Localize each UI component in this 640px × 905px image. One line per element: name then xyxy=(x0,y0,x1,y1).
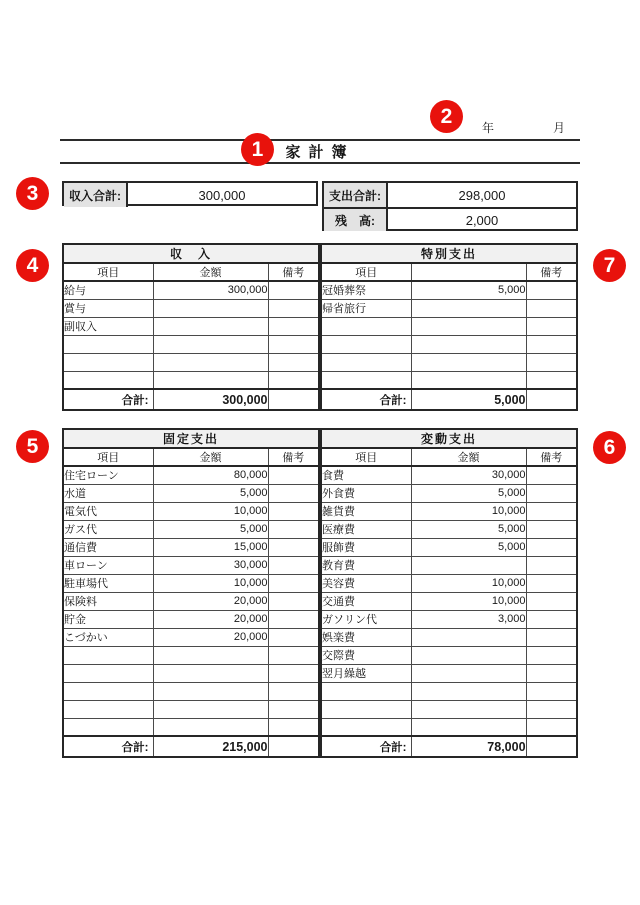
item-cell xyxy=(321,718,411,736)
table-row xyxy=(63,700,319,718)
note-cell xyxy=(268,484,319,502)
income-col-amount: 金額 xyxy=(153,263,268,281)
item-cell xyxy=(321,700,411,718)
item-cell xyxy=(321,353,411,371)
fixed-col-note: 備考 xyxy=(268,448,319,466)
income-total-label: 収入合計: xyxy=(64,183,128,207)
item-cell: 帰省旅行 xyxy=(321,299,411,317)
note-cell xyxy=(268,371,319,389)
income-table-title: 収 入 xyxy=(63,244,319,263)
fixed-col-amount: 金額 xyxy=(153,448,268,466)
amount-cell: 5,000 xyxy=(153,520,268,538)
table-row xyxy=(321,299,577,317)
item-cell: 交際費 xyxy=(321,646,411,664)
amount-cell xyxy=(411,664,526,682)
variable-col-amount: 金額 xyxy=(411,448,526,466)
table-row xyxy=(321,610,577,628)
expense-total-label: 支出合計: xyxy=(324,183,388,207)
page-title: 家計簿 xyxy=(285,144,355,161)
note-cell xyxy=(526,371,577,389)
amount-cell: 3,000 xyxy=(411,610,526,628)
note-cell xyxy=(526,299,577,317)
note-cell xyxy=(526,718,577,736)
expense-total-value: 298,000 xyxy=(458,187,506,203)
item-cell: 通信費 xyxy=(63,538,153,556)
fixed-total-row xyxy=(63,736,319,757)
amount-cell xyxy=(153,664,268,682)
amount-cell: 5,000 xyxy=(411,484,526,502)
table-row xyxy=(321,682,577,700)
table-row xyxy=(63,718,319,736)
item-cell xyxy=(63,718,153,736)
item-cell xyxy=(63,700,153,718)
table-row xyxy=(321,502,577,520)
item-cell xyxy=(63,335,153,353)
amount-cell: 10,000 xyxy=(153,502,268,520)
table-row xyxy=(63,371,319,389)
special-col-amount xyxy=(411,263,526,281)
note-cell xyxy=(526,574,577,592)
amount-cell: 10,000 xyxy=(411,574,526,592)
annotation-badge-6: 6 xyxy=(593,431,626,464)
note-cell xyxy=(268,466,319,484)
amount-cell xyxy=(411,628,526,646)
note-cell xyxy=(268,538,319,556)
note-cell xyxy=(268,664,319,682)
amount-cell xyxy=(411,646,526,664)
amount-cell: 5,000 xyxy=(411,281,526,299)
item-cell xyxy=(63,353,153,371)
table-row xyxy=(63,538,319,556)
amount-cell xyxy=(153,718,268,736)
amount-cell xyxy=(153,700,268,718)
amount-cell: 5,000 xyxy=(411,520,526,538)
table-row xyxy=(63,502,319,520)
amount-cell xyxy=(411,371,526,389)
amount-cell: 5,000 xyxy=(153,484,268,502)
note-cell xyxy=(268,353,319,371)
title-band xyxy=(60,141,580,162)
note-cell xyxy=(268,520,319,538)
annotation-badge-4: 4 xyxy=(16,249,49,282)
item-cell: 住宅ローン xyxy=(63,466,153,484)
total-label: 合計: xyxy=(321,736,411,757)
item-cell: 貯金 xyxy=(63,610,153,628)
table-row xyxy=(321,538,577,556)
item-cell xyxy=(63,646,153,664)
amount-cell xyxy=(153,353,268,371)
special-table-title: 特別支出 xyxy=(321,244,577,263)
table-row xyxy=(63,484,319,502)
item-cell: 食費 xyxy=(321,466,411,484)
item-cell: 給与 xyxy=(63,281,153,299)
note-cell xyxy=(526,317,577,335)
table-row xyxy=(63,520,319,538)
item-cell: 副収入 xyxy=(63,317,153,335)
table-row xyxy=(321,371,577,389)
amount-cell xyxy=(153,335,268,353)
note-cell xyxy=(526,736,577,757)
variable-total-row xyxy=(321,736,577,757)
table-row xyxy=(321,700,577,718)
note-cell xyxy=(268,718,319,736)
amount-cell: 80,000 xyxy=(153,466,268,484)
income-col-item: 項目 xyxy=(63,263,153,281)
note-cell xyxy=(268,317,319,335)
amount-cell: 30,000 xyxy=(153,556,268,574)
note-cell xyxy=(268,556,319,574)
month-label: 月 xyxy=(553,121,566,135)
total-value: 300,000 xyxy=(153,389,268,410)
note-cell xyxy=(268,592,319,610)
table-row xyxy=(63,317,319,335)
item-cell xyxy=(63,371,153,389)
table-row xyxy=(321,628,577,646)
total-label: 合計: xyxy=(321,389,411,410)
amount-cell: 20,000 xyxy=(153,610,268,628)
note-cell xyxy=(526,610,577,628)
item-cell xyxy=(321,371,411,389)
table-row xyxy=(63,556,319,574)
amount-cell xyxy=(153,371,268,389)
note-cell xyxy=(526,682,577,700)
table-row xyxy=(63,353,319,371)
note-cell xyxy=(268,502,319,520)
total-value: 5,000 xyxy=(411,389,526,410)
item-cell: 保険料 xyxy=(63,592,153,610)
item-cell: 美容費 xyxy=(321,574,411,592)
item-cell: 賞与 xyxy=(63,299,153,317)
amount-cell xyxy=(411,682,526,700)
table-row xyxy=(321,718,577,736)
item-cell: 教育費 xyxy=(321,556,411,574)
table-row xyxy=(63,466,319,484)
item-cell: 服飾費 xyxy=(321,538,411,556)
note-cell xyxy=(268,700,319,718)
note-cell xyxy=(526,281,577,299)
table-row xyxy=(321,520,577,538)
note-cell xyxy=(268,736,319,757)
amount-cell: 30,000 xyxy=(411,466,526,484)
item-cell xyxy=(321,317,411,335)
item-cell xyxy=(63,664,153,682)
table-row xyxy=(321,592,577,610)
balance-label: 残 高: xyxy=(324,209,388,231)
note-cell xyxy=(526,592,577,610)
table-row xyxy=(321,466,577,484)
variable-col-item: 項目 xyxy=(321,448,411,466)
variable-col-note: 備考 xyxy=(526,448,577,466)
balance-value: 2,000 xyxy=(465,212,499,228)
note-cell xyxy=(268,281,319,299)
total-value: 215,000 xyxy=(153,736,268,757)
annotation-badge-2: 2 xyxy=(430,100,463,133)
table-row xyxy=(63,299,319,317)
variable-table-title: 変動支出 xyxy=(321,429,577,448)
note-cell xyxy=(268,628,319,646)
amount-cell xyxy=(411,700,526,718)
expense-balance-box xyxy=(322,181,578,231)
item-cell xyxy=(321,335,411,353)
income-total-value: 300,000 xyxy=(198,187,246,203)
amount-cell: 20,000 xyxy=(153,628,268,646)
table-row xyxy=(63,646,319,664)
amount-cell: 15,000 xyxy=(153,538,268,556)
lower-tables-band xyxy=(62,428,578,758)
annotation-badge-1: 1 xyxy=(241,133,274,166)
annotation-badge-3: 3 xyxy=(16,177,49,210)
table-row xyxy=(321,281,577,299)
note-cell xyxy=(526,628,577,646)
table-row xyxy=(63,610,319,628)
amount-cell xyxy=(153,299,268,317)
special-col-item: 項目 xyxy=(321,263,411,281)
note-cell xyxy=(526,646,577,664)
item-cell xyxy=(321,682,411,700)
amount-cell xyxy=(153,682,268,700)
note-cell xyxy=(268,646,319,664)
item-cell: 車ローン xyxy=(63,556,153,574)
note-cell xyxy=(526,389,577,410)
note-cell xyxy=(526,484,577,502)
table-row xyxy=(63,592,319,610)
table-row xyxy=(63,335,319,353)
item-cell: 交通費 xyxy=(321,592,411,610)
annotation-badge-7: 7 xyxy=(593,249,626,282)
income-col-note: 備考 xyxy=(268,263,319,281)
table-row xyxy=(63,281,319,299)
item-cell xyxy=(63,682,153,700)
annotation-badge-5: 5 xyxy=(16,430,49,463)
year-label: 年 xyxy=(482,121,495,135)
special-col-note: 備考 xyxy=(526,263,577,281)
table-row xyxy=(321,556,577,574)
amount-cell: 5,000 xyxy=(411,538,526,556)
note-cell xyxy=(526,700,577,718)
table-row xyxy=(321,574,577,592)
income-total-row xyxy=(63,389,319,410)
note-cell xyxy=(268,574,319,592)
table-row xyxy=(321,335,577,353)
item-cell: ガソリン代 xyxy=(321,610,411,628)
fixed-expense-table xyxy=(62,428,320,758)
table-row xyxy=(321,484,577,502)
table-row xyxy=(321,664,577,682)
item-cell: 駐車場代 xyxy=(63,574,153,592)
item-cell: 電気代 xyxy=(63,502,153,520)
total-label: 合計: xyxy=(63,736,153,757)
amount-cell: 20,000 xyxy=(153,592,268,610)
note-cell xyxy=(268,610,319,628)
amount-cell xyxy=(153,317,268,335)
table-row xyxy=(321,646,577,664)
table-row xyxy=(63,574,319,592)
note-cell xyxy=(526,502,577,520)
note-cell xyxy=(268,389,319,410)
special-expense-table xyxy=(320,243,578,411)
amount-cell xyxy=(411,335,526,353)
item-cell: 翌月繰越 xyxy=(321,664,411,682)
item-cell: 娯楽費 xyxy=(321,628,411,646)
income-total-box xyxy=(62,181,318,206)
amount-cell: 10,000 xyxy=(411,592,526,610)
table-row xyxy=(63,664,319,682)
note-cell xyxy=(268,299,319,317)
note-cell xyxy=(268,335,319,353)
note-cell xyxy=(526,335,577,353)
table-row xyxy=(63,682,319,700)
note-cell xyxy=(526,556,577,574)
item-cell: 雑貨費 xyxy=(321,502,411,520)
item-cell: 外食費 xyxy=(321,484,411,502)
total-label: 合計: xyxy=(63,389,153,410)
variable-expense-table xyxy=(320,428,578,758)
amount-cell: 10,000 xyxy=(153,574,268,592)
title-rule-bottom xyxy=(60,162,580,164)
fixed-col-item: 項目 xyxy=(63,448,153,466)
item-cell: 冠婚葬祭 xyxy=(321,281,411,299)
table-row xyxy=(321,317,577,335)
amount-cell: 300,000 xyxy=(153,281,268,299)
income-table xyxy=(62,243,320,411)
note-cell xyxy=(526,466,577,484)
item-cell: ガス代 xyxy=(63,520,153,538)
item-cell: こづかい xyxy=(63,628,153,646)
amount-cell xyxy=(411,317,526,335)
table-row xyxy=(63,628,319,646)
item-cell: 水道 xyxy=(63,484,153,502)
note-cell xyxy=(526,538,577,556)
fixed-table-title: 固定支出 xyxy=(63,429,319,448)
note-cell xyxy=(526,353,577,371)
amount-cell: 10,000 xyxy=(411,502,526,520)
amount-cell xyxy=(411,718,526,736)
total-value: 78,000 xyxy=(411,736,526,757)
amount-cell xyxy=(411,299,526,317)
upper-tables-band xyxy=(62,243,578,411)
note-cell xyxy=(268,682,319,700)
note-cell xyxy=(526,664,577,682)
amount-cell xyxy=(411,353,526,371)
amount-cell xyxy=(153,646,268,664)
note-cell xyxy=(526,520,577,538)
table-row xyxy=(321,353,577,371)
special-total-row xyxy=(321,389,577,410)
amount-cell xyxy=(411,556,526,574)
item-cell: 医療費 xyxy=(321,520,411,538)
